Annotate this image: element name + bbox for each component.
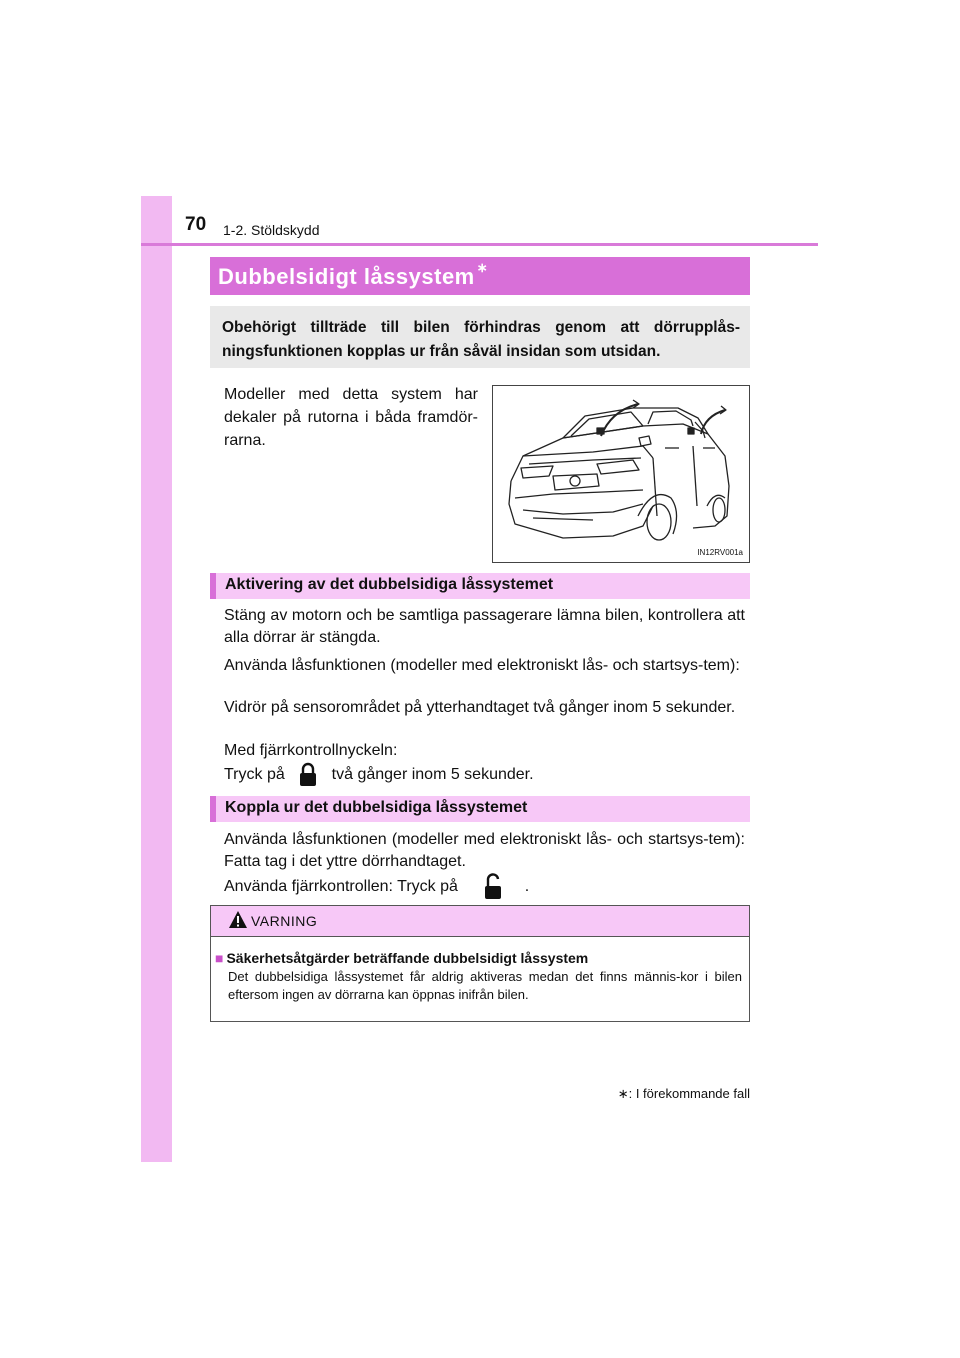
activation-line-a: Använda låsfunktionen (modeller med elektroniskt lås- och startsys-tem):	[224, 657, 740, 674]
deactivation-line-b-post: .	[524, 878, 530, 896]
deactivation-line-a: Använda låsfunktionen (modeller med elektroniskt lås- och startsys-tem): Fatta tag i det yttre dörrhandtaget.	[224, 831, 745, 870]
deactivation-heading	[210, 796, 750, 822]
activation-line-d-pre: Tryck på	[224, 766, 285, 784]
section-label: 1-2. Stöldskydd	[223, 222, 320, 238]
title-marker: ∗	[476, 260, 489, 275]
footnote	[560, 1086, 750, 1102]
footnote-text: : I förekommande fall	[628, 1086, 750, 1101]
car-figure	[492, 385, 750, 563]
warning-label: VARNING	[251, 913, 318, 929]
warning-triangle-icon	[228, 910, 248, 930]
warning-box	[210, 905, 750, 1022]
warning-text: Det dubbelsidiga låssystemet får aldrig aktiveras medan det finns männis-kor i bilen eftersom ingen av dörrarna kan öppnas inifrån bilen.	[228, 969, 742, 1002]
warning-heading	[215, 950, 588, 966]
models-text: Modeller med detta system har dekaler på rutorna i båda framdör-rarna.	[224, 386, 478, 449]
deactivation-heading-text: Koppla ur det dubbelsidiga låssystemet	[225, 799, 528, 816]
lock-open-icon	[476, 873, 512, 901]
warning-heading-text: Säkerhetsåtgärder beträffande dubbelsidigt låssystem	[226, 950, 589, 966]
intro-box	[210, 306, 750, 368]
activation-line-b: Vidrör på sensorområdet på ytterhandtaget två gånger inom 5 sekunder.	[224, 699, 736, 716]
side-band	[141, 196, 172, 1162]
lock-closed-icon	[293, 762, 323, 788]
header-rule	[141, 243, 818, 246]
intro-text: Obehörigt tillträde till bilen förhindras genom att dörrupplås-ningsfunktionen kopplas ur från såväl insidan som utsidan.	[222, 319, 740, 360]
figure-code: IN12RV001a	[697, 548, 743, 557]
deactivation-line-b	[224, 873, 745, 901]
warning-header	[211, 906, 749, 937]
activation-heading	[210, 573, 750, 599]
warning-bullet: ■	[215, 950, 224, 966]
activation-line-c: Med fjärrkontrollnyckeln:	[224, 742, 398, 759]
activation-line-d-post: två gånger inom 5 sekunder.	[331, 766, 534, 784]
car-illustration	[493, 386, 749, 562]
page-title: Dubbelsidigt låssystem	[218, 264, 475, 289]
activation-para: Stäng av motorn och be samtliga passagerare lämna bilen, kontrollera att alla dörrar är stängda.	[224, 607, 745, 646]
page-number: 70	[185, 214, 207, 235]
activation-heading-text: Aktivering av det dubbelsidiga låssystemet	[225, 576, 554, 593]
activation-line-d	[224, 762, 745, 788]
footnote-marker: ∗	[617, 1086, 629, 1101]
deactivation-line-b-pre: Använda fjärrkontrollen: Tryck på	[224, 878, 458, 896]
title-bar	[210, 257, 750, 295]
